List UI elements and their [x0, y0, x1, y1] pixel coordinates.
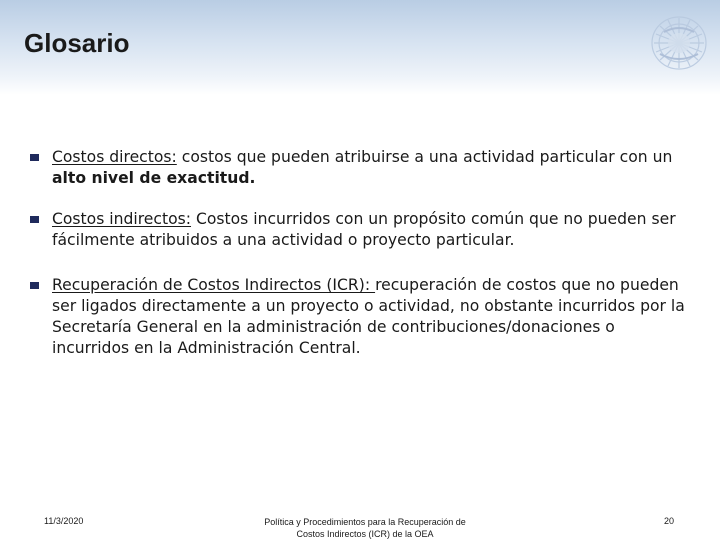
square-bullet-icon — [30, 282, 39, 289]
definition-text: Costos incurridos con un propósito común que no pueden ser fácilmente atribuidos a una actividad o proyecto particular. — [52, 210, 676, 249]
term-label: Costos indirectos: — [52, 210, 192, 228]
footer-title — [230, 516, 500, 540]
page-number: 20 — [664, 516, 675, 526]
emphasis-text: alto nivel de exactitud. — [52, 169, 256, 187]
list-item-text — [52, 209, 694, 251]
square-bullet-icon — [30, 154, 39, 161]
footer-title-line-1: Política y Procedimientos para la Recuperación de — [264, 517, 466, 527]
list-item-text — [52, 147, 694, 189]
term-label: Costos directos: — [52, 148, 177, 166]
footer-date: 11/3/2020 — [44, 516, 84, 526]
list-item-text — [52, 275, 694, 359]
square-bullet-icon — [30, 216, 39, 223]
footer-title-line-2: Costos Indirectos (ICR) de la OEA — [296, 529, 434, 539]
definition-text: recuperación de costos que no pueden ser ligados directamente a un proyecto o actividad, no obstante incurridos por la Secretaría General en la administración de contribuciones/donaciones o incurridos en la Administración Central. — [52, 276, 685, 357]
page-title: Glosario — [24, 28, 130, 58]
term-label: Recuperación de Costos Indirectos (ICR): — [52, 276, 376, 294]
definition-text: costos que pueden atribuirse a una actividad particular con un — [176, 148, 673, 166]
